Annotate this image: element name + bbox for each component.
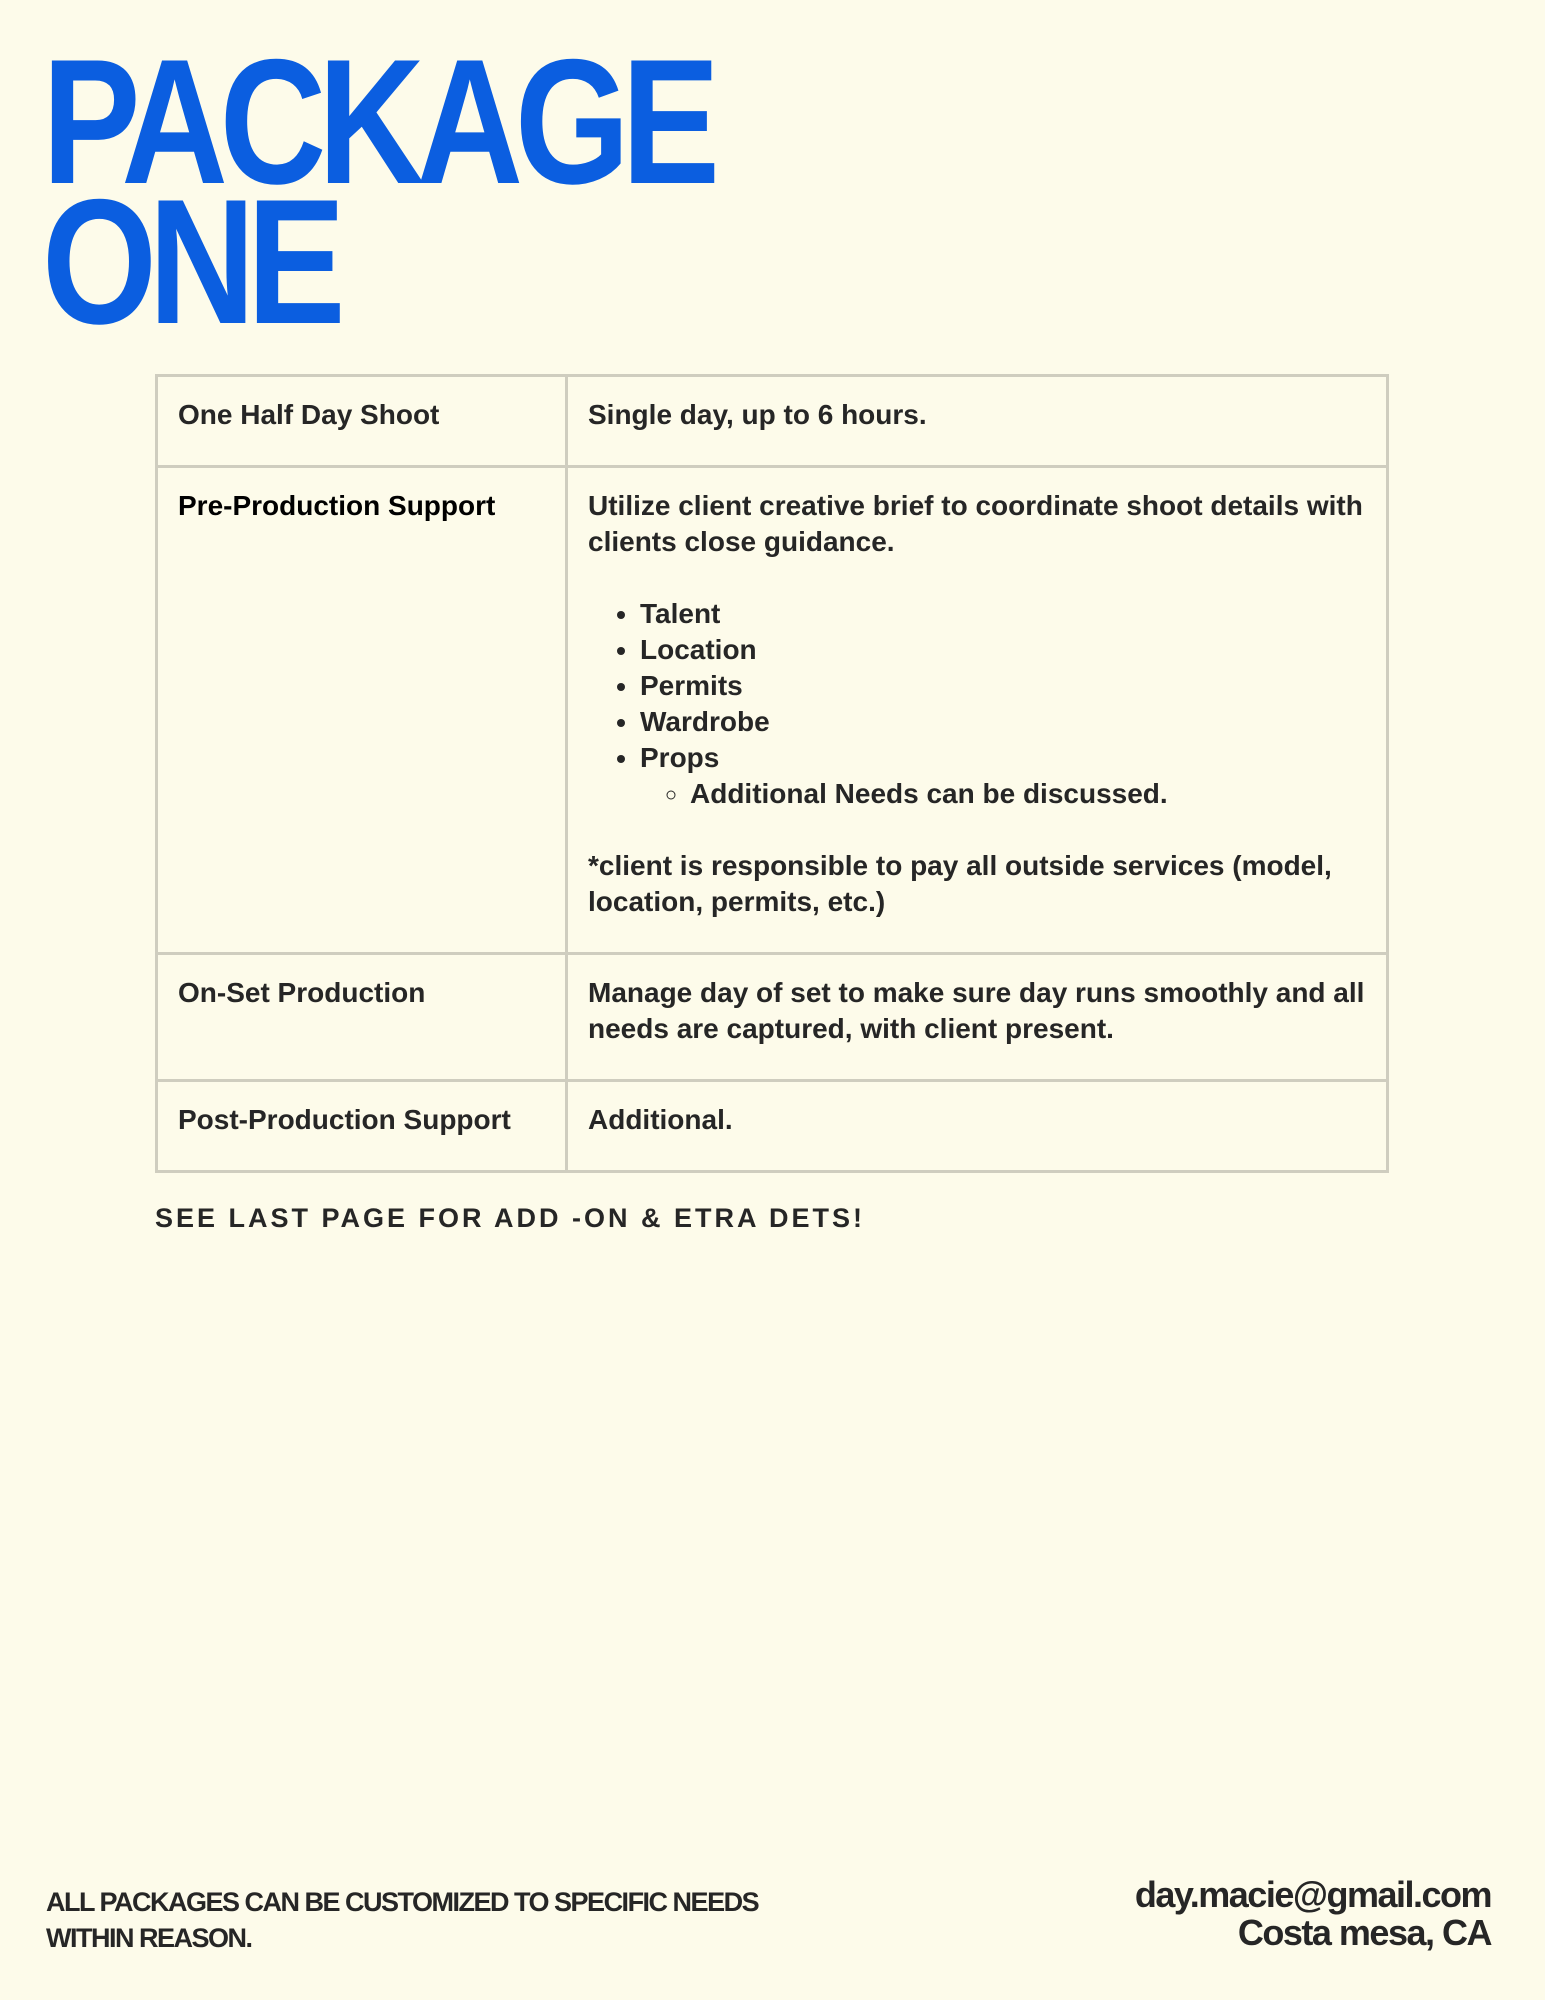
package-table xyxy=(155,374,1389,1173)
row-description xyxy=(567,954,1388,1081)
list-item-text: Props xyxy=(640,742,720,773)
description-text: Additional. xyxy=(588,1104,733,1135)
footer-disclaimer xyxy=(46,1884,946,1956)
table-row xyxy=(157,1081,1388,1172)
title-line-2: ONE xyxy=(42,162,338,361)
disclaimer-line-1: ALL PACKAGES CAN BE CUSTOMIZED TO SPECIFIC NEEDS xyxy=(46,1887,759,1917)
page-title xyxy=(42,22,712,361)
row-description xyxy=(567,1081,1388,1172)
row-label: Post-Production Support xyxy=(157,1081,567,1172)
list-item: • Location xyxy=(640,632,1366,668)
list-item: • Talent xyxy=(640,596,1366,632)
spacer xyxy=(588,560,1366,596)
disclaimer-line-2: WITHIN REASON. xyxy=(46,1923,252,1953)
list-item: • Permits xyxy=(640,668,1366,704)
title-line-1: PACKAGE xyxy=(42,22,712,221)
table-row xyxy=(157,376,1388,467)
row-description xyxy=(567,467,1388,954)
description-text: Single day, up to 6 hours. xyxy=(588,399,927,430)
list-item: • Wardrobe xyxy=(640,704,1366,740)
list-item xyxy=(640,740,1366,812)
sub-list-item: ◦ Additional Needs can be discussed. xyxy=(690,776,1366,812)
row-label: On-Set Production xyxy=(157,954,567,1081)
table-row xyxy=(157,954,1388,1081)
row-label: Pre-Production Support xyxy=(157,467,567,954)
description-text: Manage day of set to make sure day runs smoothly and all needs are captured, with client present. xyxy=(588,977,1365,1044)
description-intro: Utilize client creative brief to coordinate shoot details with clients close guidance. xyxy=(588,490,1363,557)
row-label: One Half Day Shoot xyxy=(157,376,567,467)
spacer xyxy=(588,812,1366,848)
contact-email: day.macie@gmail.com xyxy=(1134,1874,1491,1915)
footer-contact xyxy=(1135,1876,1491,1952)
row-description xyxy=(567,376,1388,467)
table-row xyxy=(157,467,1388,954)
sub-bullet-list xyxy=(640,776,1366,812)
description-footnote: *client is responsible to pay all outside services (model, location, permits, etc.) xyxy=(588,850,1332,917)
contact-location: Costa mesa, CA xyxy=(1237,1912,1491,1953)
bullet-list xyxy=(588,596,1366,812)
add-on-note: SEE LAST PAGE FOR ADD -ON & ETRA DETS! xyxy=(155,1203,866,1233)
